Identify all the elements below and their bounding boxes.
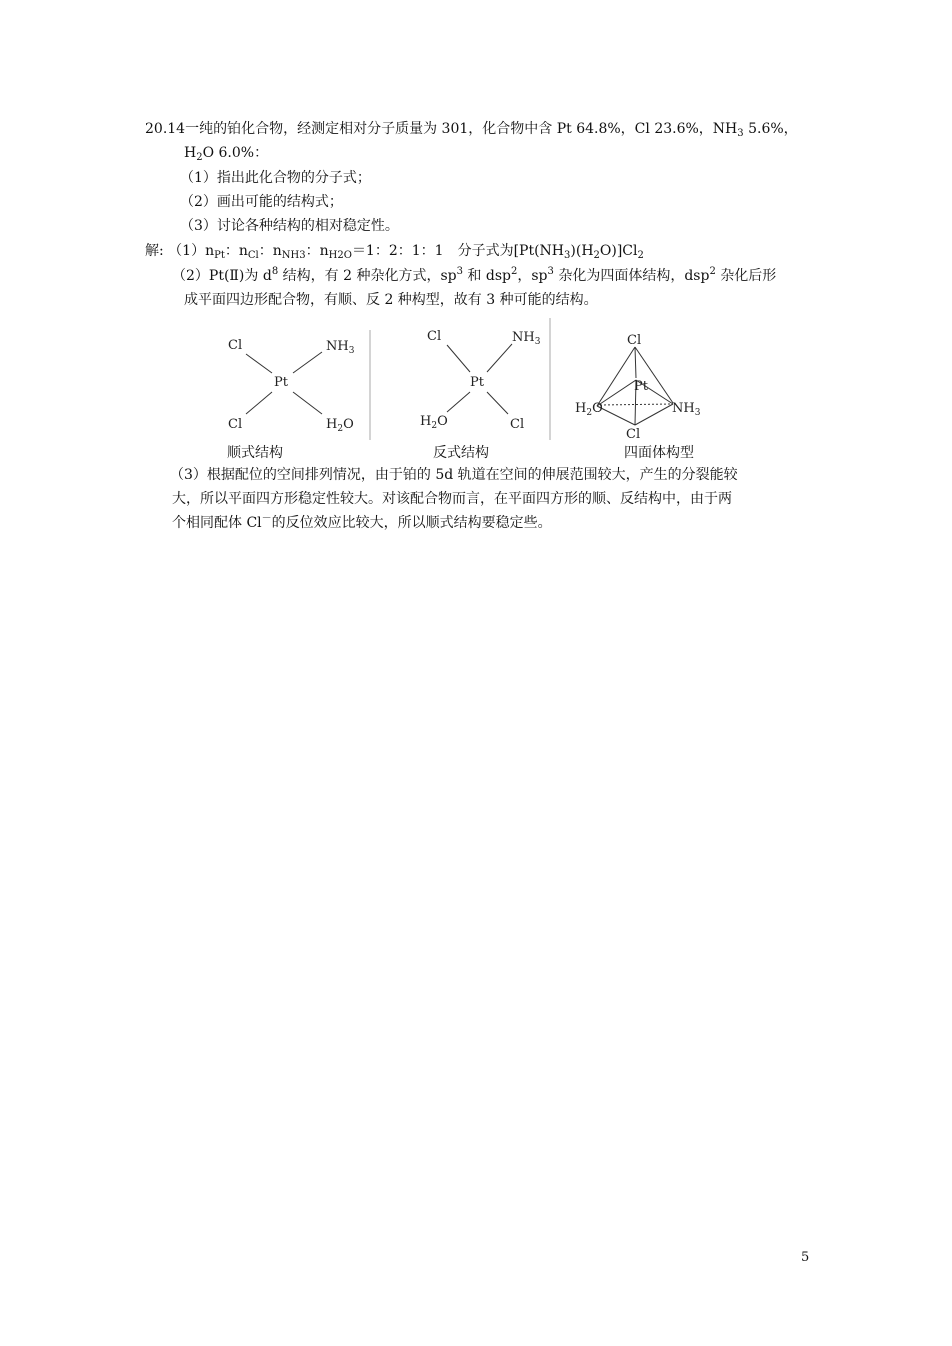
tetra-ligand-bottom: Cl <box>626 427 641 442</box>
solution-part3-line3 <box>172 511 552 535</box>
subscript: 2 <box>196 152 203 163</box>
trans-ligand-bottom-right: Cl <box>510 417 525 432</box>
question-2: （2）画出可能的结构式； <box>180 194 343 210</box>
molecular-formula: O)]Cl <box>599 243 638 259</box>
solution-text: （1）n <box>168 243 215 259</box>
question-1: （1）指出此化合物的分子式； <box>180 170 371 186</box>
subscript: NH3 <box>281 250 306 261</box>
cis-ligand-top-right: $NH_3$ <box>326 339 355 356</box>
solution-part3-line2: 大，所以平面四方形稳定性较大。对该配合物而言，在平面四方形的顺、反结构中，由于两 <box>172 491 732 507</box>
superscript: 3 <box>456 266 463 277</box>
subscript: Cl <box>247 250 259 261</box>
trans-ligand-bottom-left: $H_2O$ <box>420 414 448 431</box>
solution-text: 和 dsp <box>462 268 511 284</box>
problem-stem-text: O 6.0%： <box>202 145 269 161</box>
problem-stem-text-tail: 5.6%， <box>743 121 798 137</box>
subscript: H2O <box>328 250 352 261</box>
solution-text: 个相同配体 Cl <box>172 515 262 531</box>
solution-text: ：n <box>258 243 282 259</box>
bond-line <box>635 347 673 403</box>
bond-line <box>487 392 508 414</box>
solution-text: 结构，有 2 种杂化方式，sp <box>278 268 457 284</box>
dashed-bond-line <box>600 404 672 405</box>
trans-ligand-top-right: $NH_3$ <box>512 330 541 347</box>
tetra-ligand-right: $NH_3$ <box>672 401 701 418</box>
structure-figures <box>0 0 952 470</box>
cis-ligand-bottom-left: Cl <box>228 417 243 432</box>
subscript: 2 <box>637 250 644 261</box>
solution-text: ：n <box>224 243 248 259</box>
solution-text: 的反位效应比较大，所以顺式结构要稳定些。 <box>271 515 552 531</box>
bond-line <box>635 347 636 378</box>
superscript: 8 <box>271 266 279 277</box>
problem-number: 20.14 <box>145 121 186 137</box>
subscript: 3 <box>564 250 571 261</box>
tetra-center-atom: Pt <box>634 379 648 394</box>
solution-text: 杂化为四面体结构，dsp <box>553 268 710 284</box>
bond-line <box>597 380 636 406</box>
subscript: Pt <box>214 250 225 261</box>
cis-ligand-top-left: Cl <box>228 338 243 353</box>
problem-stem-text: H <box>184 145 197 161</box>
cis-ligand-bottom-right: $H_2O$ <box>326 417 354 434</box>
solution-text: （2）Pt(Ⅱ)为 d <box>172 268 272 284</box>
cis-center-atom: Pt <box>274 375 288 390</box>
trans-caption: 反式结构 <box>433 445 489 461</box>
page-number: 5 <box>801 1250 810 1265</box>
solution-text: 杂化后形 <box>715 268 777 284</box>
bond-line <box>293 392 322 414</box>
bond-line <box>293 352 322 373</box>
problem-stem-text: 一纯的铂化合物，经测定相对分子质量为 301，化合物中含 Pt 64.8%，Cl 23.6%，NH <box>185 121 738 137</box>
bond-line <box>487 344 512 372</box>
tetra-ligand-left: $H_2O$ <box>575 401 603 418</box>
superscript: － <box>261 513 272 524</box>
subscript: 2 <box>593 250 600 261</box>
bond-line <box>447 345 470 372</box>
bond-line <box>447 392 470 412</box>
subscript: 3 <box>737 128 744 139</box>
solution-part3-line1: （3）根据配位的空间排列情况，由于铂的 5d 轨道在空间的伸展范围较大，产生的分裂能较 <box>170 467 738 483</box>
question-3: （3）讨论各种结构的相对稳定性。 <box>180 218 399 234</box>
trans-ligand-top-left: Cl <box>427 329 442 344</box>
molecular-formula: )(H <box>570 243 594 259</box>
solution-part2-line2: 成平面四边形配合物，有顺、反 2 种构型，故有 3 种可能的结构。 <box>184 292 598 308</box>
bond-line <box>246 354 272 373</box>
bond-line <box>246 392 272 414</box>
bond-line <box>635 404 673 425</box>
trans-center-atom: Pt <box>470 375 484 390</box>
superscript: 3 <box>547 266 554 277</box>
solution-text: ：n <box>305 243 329 259</box>
molecular-formula: 分子式为[Pt(NH <box>457 243 565 259</box>
superscript: 2 <box>510 266 518 277</box>
tetra-ligand-top: Cl <box>627 333 642 348</box>
superscript: 2 <box>709 266 716 277</box>
bond-line <box>597 347 635 406</box>
tetra-caption: 四面体构型 <box>624 445 694 461</box>
solution-text: ，sp <box>517 268 548 284</box>
cis-caption: 顺式结构 <box>227 445 283 461</box>
solution-label: 解: <box>145 243 164 259</box>
mole-ratio: ＝1：2：1：1 <box>351 243 444 259</box>
